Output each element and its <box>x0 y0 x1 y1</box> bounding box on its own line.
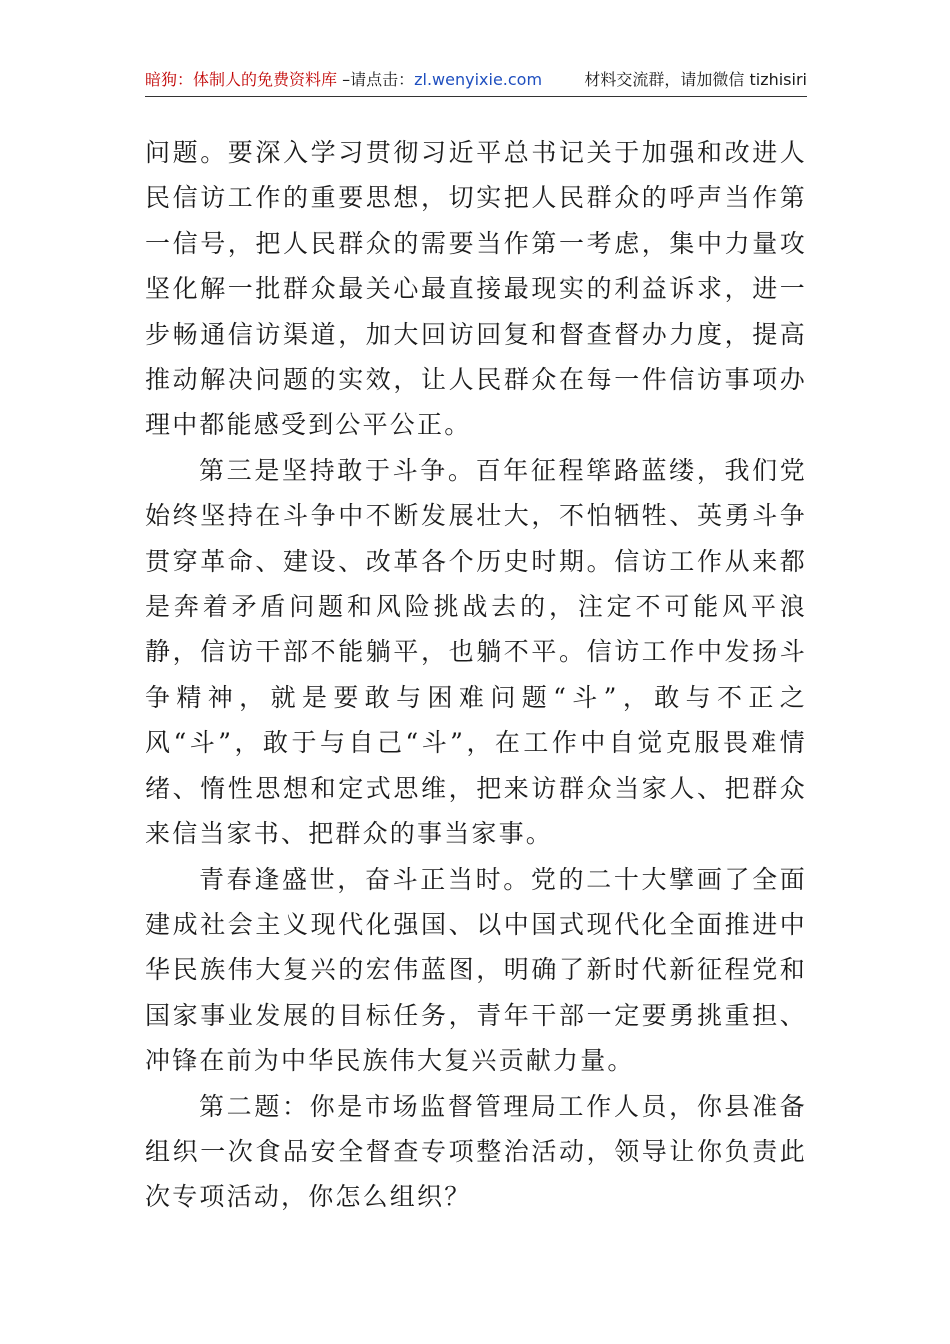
header-click-prompt: –请点击： <box>337 70 415 89</box>
page-header <box>145 66 807 97</box>
header-brand: 暗狗：体制人的免费资料库 <box>145 70 338 89</box>
paragraph-continued: 问题。要深入学习贯彻习近平总书记关于加强和改进人民信访工作的重要思想，切实把人民群众的呼声当作第一信号，把人民群众的需要当作第一考虑，集中力量攻坚化解一批群众最关心最直接最现实的利益诉求，进一步畅通信访渠道，加大回访回复和督查督办力度，提高推动解决问题的实效，让人民群众在每一件信访事项办理中都能感受到公平公正。 <box>145 138 807 440</box>
document-body <box>145 130 807 1220</box>
header-url-link[interactable]: zl.wenyixie.com <box>414 70 543 89</box>
paragraph-third-point: 第三是坚持敢于斗争。百年征程筚路蓝缕，我们党始终坚持在斗争中不断发展壮大，不怕牺牲、英勇斗争贯穿革命、建设、改革各个历史时期。信访工作从来都是奔着矛盾问题和风险挑战去的，注定不可能风平浪静，信访干部不能躺平，也躺不平。信访工作中发扬斗争精神，就是要敢与困难问题“斗”，敢与不正之风“斗”，敢于与自己“斗”，在工作中自觉克服畏难情绪、惰性思想和定式思维，把来访群众当家人、把群众来信当家书、把群众的事当家事。 <box>145 455 807 849</box>
paragraph-question-two: 第二题：你是市场监督管理局工作人员，你县准备组织一次食品安全督查专项整治活动，领导让你负责此次专项活动，你怎么组织？ <box>145 1091 807 1212</box>
paragraph-conclusion: 青春逢盛世，奋斗正当时。党的二十大擘画了全面建成社会主义现代化强国、以中国式现代化全面推进中华民族伟大复兴的宏伟蓝图，明确了新时代新征程党和国家事业发展的目标任务，青年干部一定要勇挑重担、冲锋在前为中华民族伟大复兴贡献力量。 <box>145 864 807 1076</box>
header-wechat-note: 材料交流群，请加微信 tizhisiri <box>584 70 807 89</box>
